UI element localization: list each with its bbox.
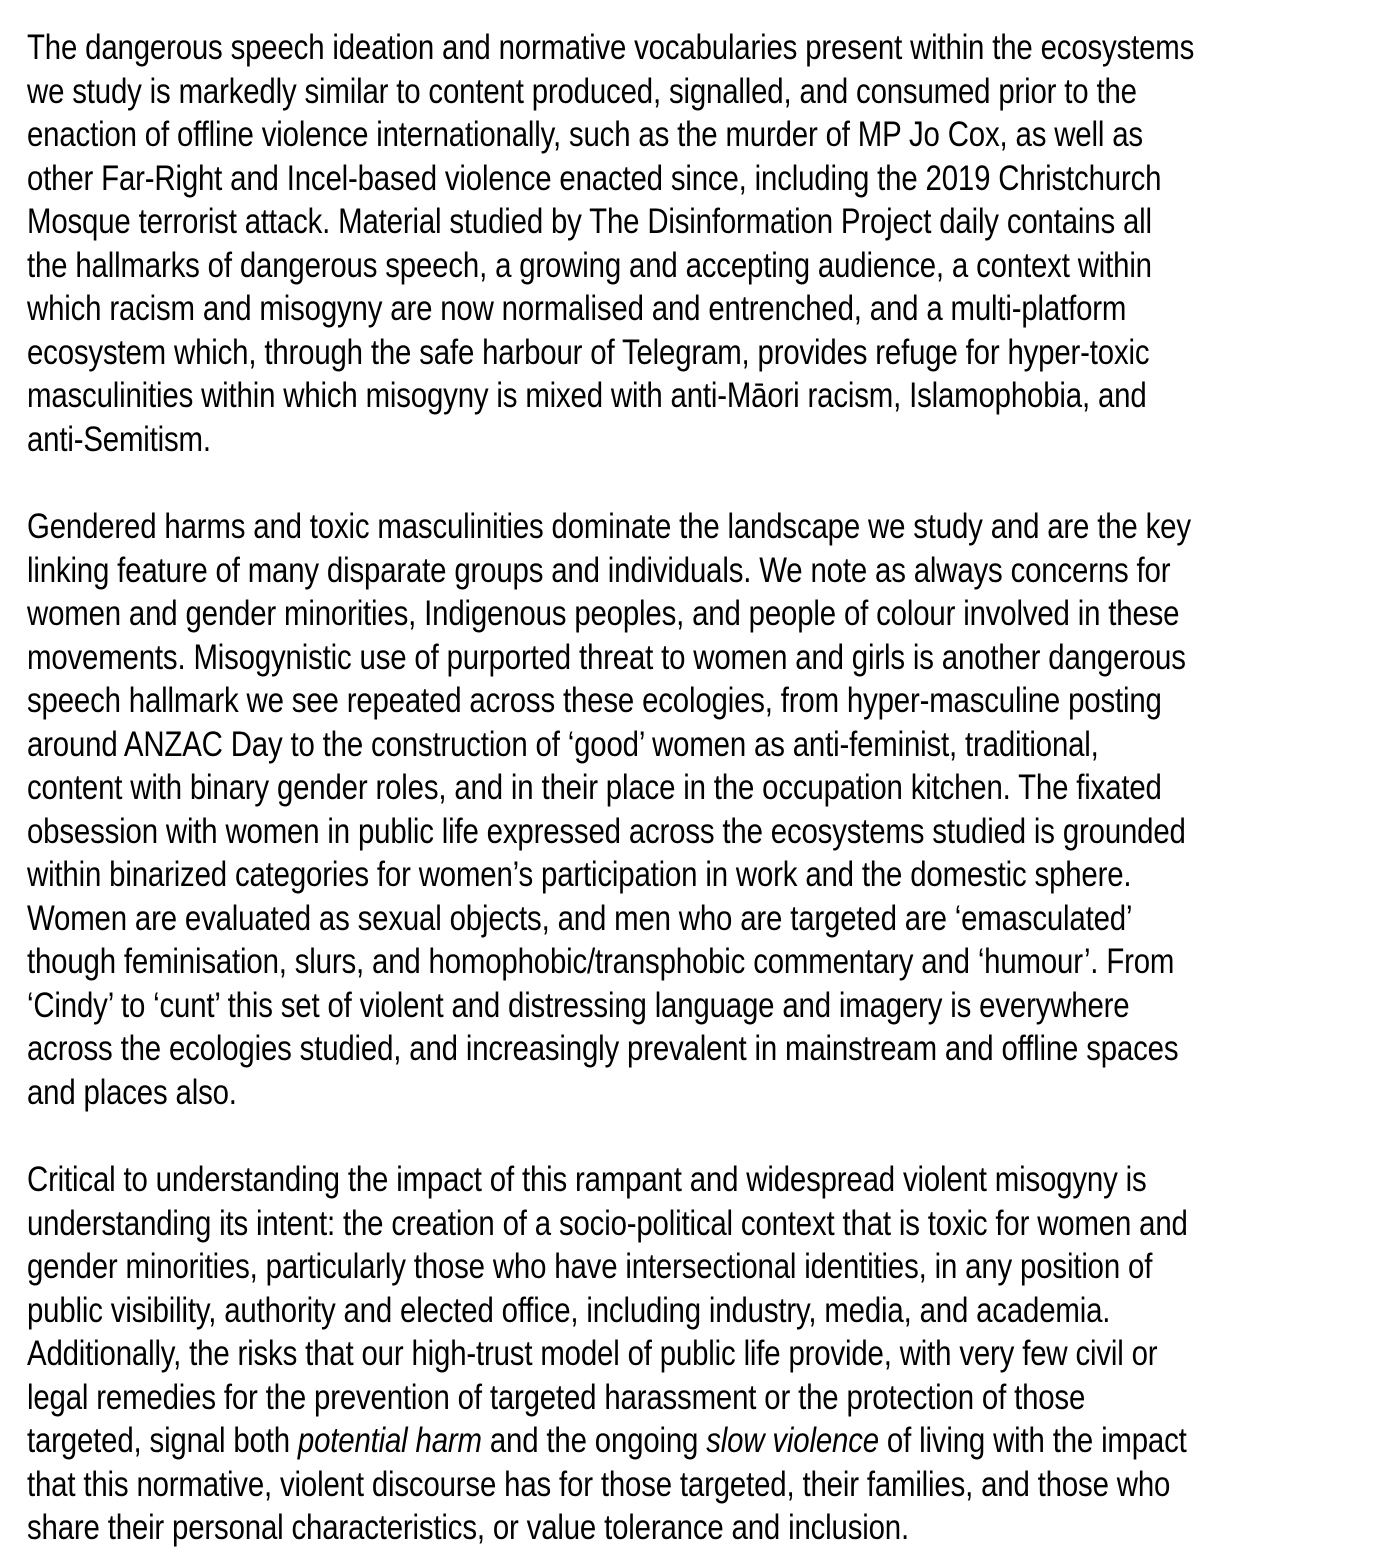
text-line — [27, 418, 1164, 462]
text-run: movements. Misogynistic use of purported threat to women and girls is another dangerous — [27, 637, 1186, 677]
text-run: Critical to understanding the impact of this rampant and widespread violent misogyny is — [27, 1160, 1147, 1199]
text-run: enaction of offline violence internationally, such as the murder of MP Jo Cox, as well as — [27, 115, 1143, 154]
text-run: ‘Cindy’ to ‘cunt’ this set of violent and distressing language and imagery is everywhere — [27, 985, 1130, 1025]
text-line — [27, 287, 1164, 331]
text-run: Gendered harms and toxic masculinities dominate the landscape we study and are the key — [27, 507, 1191, 546]
paragraph — [27, 505, 1380, 1114]
emphasized-text: slow violence — [706, 1421, 879, 1460]
text-line — [27, 200, 1164, 244]
text-run: anti-Semitism. — [27, 419, 211, 459]
text-run: that this normative, violent discourse has for those targeted, their families, and those who — [27, 1464, 1171, 1504]
text-run: public visibility, authority and elected office, including industry, media, and academia. — [27, 1290, 1111, 1330]
text-run: around ANZAC Day to the construction of ‘good’ women as anti-feminist, traditional, — [27, 724, 1099, 764]
text-line — [27, 1245, 1164, 1289]
text-run: content with binary gender roles, and in their place in the occupation kitchen. The fixated — [27, 768, 1162, 807]
text-run: which racism and misogyny are now normalised and entrenched, and a multi-platform — [27, 289, 1127, 328]
paragraph — [27, 1158, 1380, 1550]
text-run: of living with the impact — [878, 1421, 1187, 1460]
text-run: we study is markedly similar to content produced, signalled, and consumed prior to the — [27, 71, 1137, 111]
text-run: within binarized categories for women’s participation in work and the domestic sphere. — [27, 855, 1132, 894]
text-line — [27, 549, 1171, 593]
text-run: share their personal characteristics, or value tolerance and inclusion. — [27, 1508, 909, 1547]
text-run: and places also. — [27, 1072, 237, 1112]
text-run: Women are evaluated as sexual objects, and men who are targeted are ‘emasculated’ — [27, 898, 1133, 938]
text-run: and the ongoing — [481, 1421, 707, 1460]
text-line — [27, 1332, 1164, 1376]
text-run: legal remedies for the prevention of targeted harassment or the protection of those — [27, 1377, 1086, 1417]
text-line — [27, 897, 1164, 941]
text-run: Mosque terrorist attack. Material studied by The Disinformation Project daily contains all — [27, 202, 1152, 241]
text-run: other Far-Right and Incel-based violence enacted since, including the 2019 Christchurch — [27, 158, 1162, 198]
text-line — [27, 679, 1164, 723]
text-line — [27, 1376, 1164, 1420]
text-line — [27, 810, 1186, 854]
text-line — [27, 1071, 1164, 1115]
text-line — [27, 853, 1164, 897]
text-run: understanding its intent: the creation of a socio-political context that is toxic for women and — [27, 1203, 1188, 1243]
text-line — [27, 1202, 1188, 1246]
text-line — [27, 157, 1164, 201]
text-run: targeted, signal both — [27, 1421, 298, 1460]
text-line — [27, 636, 1186, 680]
text-run: though feminisation, slurs, and homophobic/transphobic commentary and ‘humour’. From — [27, 942, 1175, 981]
text-run: the hallmarks of dangerous speech, a growing and accepting audience, a context within — [27, 245, 1152, 285]
text-run: The dangerous speech ideation and normative vocabularies present within the ecosystems — [27, 28, 1195, 67]
text-run: Additionally, the risks that our high-trust model of public life provide, with very few civil or — [27, 1334, 1158, 1373]
text-line — [27, 1289, 1164, 1333]
text-line — [27, 592, 1180, 636]
text-line — [27, 984, 1164, 1028]
text-line — [27, 26, 1195, 70]
text-run: across the ecologies studied, and increasingly prevalent in mainstream and offline spaces — [27, 1029, 1179, 1068]
text-run: linking feature of many disparate groups and individuals. We note as always concerns for — [27, 550, 1171, 590]
text-line — [27, 1419, 1187, 1463]
text-line — [27, 113, 1164, 157]
paragraph — [27, 26, 1380, 461]
text-line — [27, 244, 1164, 288]
text-line — [27, 331, 1164, 375]
text-run: ecosystem which, through the safe harbour of Telegram, provides refuge for hyper-toxic — [27, 332, 1150, 372]
text-run: gender minorities, particularly those who have intersectional identities, in any position of — [27, 1247, 1153, 1286]
text-run: speech hallmark we see repeated across these ecologies, from hyper-masculine posting — [27, 681, 1162, 720]
emphasized-text: potential harm — [297, 1421, 482, 1460]
text-line — [27, 1463, 1171, 1507]
text-line — [27, 940, 1175, 984]
text-line — [27, 1506, 1164, 1550]
text-line — [27, 766, 1164, 810]
text-line — [27, 1158, 1164, 1202]
text-run: masculinities within which misogyny is mixed with anti-Māori racism, Islamophobia, and — [27, 376, 1147, 415]
text-line — [27, 70, 1164, 114]
text-line — [27, 505, 1191, 549]
text-line — [27, 723, 1164, 767]
text-line — [27, 374, 1164, 418]
text-line — [27, 1027, 1179, 1071]
text-run: women and gender minorities, Indigenous peoples, and people of colour involved in these — [27, 594, 1180, 633]
text-run: obsession with women in public life expressed across the ecosystems studied is grounded — [27, 811, 1186, 851]
